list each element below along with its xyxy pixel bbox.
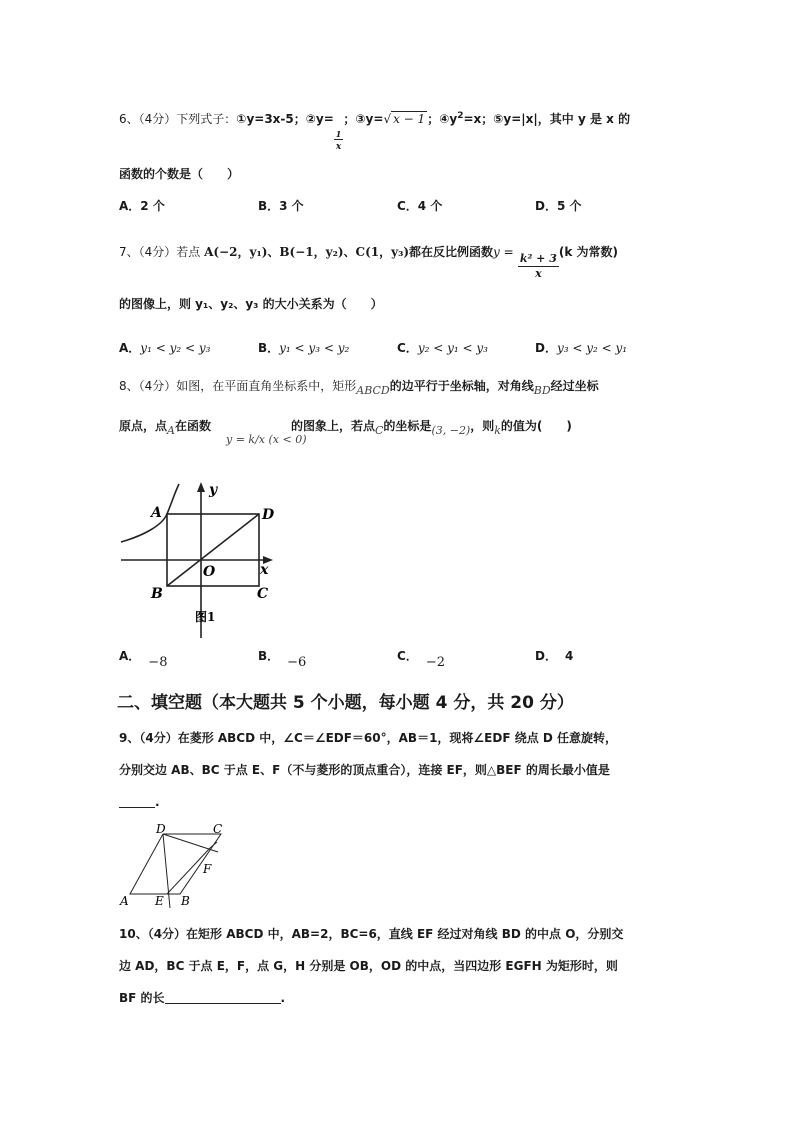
q8-label-d: D xyxy=(262,507,275,523)
q9-line1: 9、（4分）在菱形 ABCD 中，∠C＝∠EDF＝60°，AB＝1，现将∠EDF 绕点 D 任意旋转， xyxy=(119,731,618,745)
q9-label-a: A xyxy=(120,894,129,908)
q9-line3: . xyxy=(119,794,160,810)
q8-line1: 8、（4分）如图，在平面直角坐标系中，矩形ABCD的边平行于坐标轴，对角线BD经过坐标 xyxy=(119,379,599,397)
q8-label-c: C xyxy=(257,586,269,602)
section-title: 二、填空题（本大题共 5 个小题，每小题 4 分，共 20 分） xyxy=(117,693,574,713)
q8-label-o: O xyxy=(203,564,216,580)
q8-label-b: B xyxy=(151,586,163,602)
q6-option-a: A．2 个 xyxy=(119,199,165,213)
q10-line3: BF 的长 . xyxy=(119,991,286,1005)
q8-line2: 原点，点A在函数 的图象上，若点C的坐标是(3, −2)，则k的值为( ) xyxy=(119,419,572,437)
q8-figure xyxy=(117,478,287,643)
q9-label-b: B xyxy=(181,894,190,908)
q8-label-x: x xyxy=(260,562,269,578)
q9-figure xyxy=(118,822,233,912)
q6-option-b: B．3 个 xyxy=(258,199,304,213)
q8-function: y = k/x (x < 0) xyxy=(226,433,307,446)
q6-prefix: 6、（4分）下列式子： xyxy=(119,112,237,126)
q6-option-d: D．5 个 xyxy=(535,199,582,213)
q7-line2: 的图像上，则 y₁、y₂、y₃ 的大小关系为（ ） xyxy=(119,297,383,311)
q6-expr3: ③y=√ x − 1 ； xyxy=(355,112,440,126)
q6-expr5: ⑤y=|x|，其中 y 是 x 的 xyxy=(493,112,631,126)
q8-caption: 图1 xyxy=(195,610,216,624)
q6-line2: 函数的个数是（ ） xyxy=(119,167,240,181)
q9-line2: 分别交边 AB、BC 于点 E、F（不与菱形的顶点重合），连接 EF，则△BEF 的周长最小值是 xyxy=(119,763,610,777)
q7-option-b: B．y₁ < y₃ < y₂ xyxy=(258,341,350,355)
q6-line1 xyxy=(119,108,630,154)
q8-y-arrow xyxy=(197,482,205,492)
q8-option-a: A． −8 xyxy=(119,649,168,670)
q10-answer-blank xyxy=(165,991,281,1004)
q7-option-a: A．y₁ < y₂ < y₃ xyxy=(119,341,211,355)
q7-option-d: D．y₃ < y₂ < y₁ xyxy=(535,341,628,355)
q10-line1: 10、（4分）在矩形 ABCD 中，AB=2，BC=6，直线 EF 经过对角线 BD 的中点 O，分别交 xyxy=(119,927,624,941)
q6-expr4: $④y^2=x$； xyxy=(439,111,494,126)
q7-function-fraction: $\frac{\text{k² + 3}}{x}$ xyxy=(519,252,557,280)
q7-option-c: C．y₂ < y₁ < y₃ xyxy=(397,341,488,355)
q9-answer-blank xyxy=(119,795,155,808)
q9-line-df xyxy=(163,834,218,852)
q8-hyperbola xyxy=(121,484,179,542)
q10-line2: 边 AD，BC 于点 E，F，点 G，H 分别是 OB，OD 的中点，当四边形 EGFH 为矩形时，则 xyxy=(119,959,618,973)
q8-option-b: B． −6 xyxy=(258,649,307,670)
q6-expr1: ①y=3x-5； xyxy=(236,112,306,126)
q9-label-e: E xyxy=(155,894,164,908)
q8-option-d: D． 4 xyxy=(535,649,574,663)
q9-label-d: D xyxy=(156,822,166,836)
q9-line-ef-ext xyxy=(210,842,217,848)
q7-line1: 7、（4分）若点 A(−2，y₁)、B(−1，y₂)、C(1，y₃)都在反比例函数y = $\frac{\text{k² + 3}}{x}$ (k 为常数) xyxy=(119,245,618,280)
q8-label-a: A xyxy=(151,505,162,521)
q6-expr2: ②y= $\frac{1}{x}$ ； xyxy=(305,112,356,152)
q9-line-de xyxy=(163,834,170,908)
q8-option-c: C． −2 xyxy=(397,649,445,670)
q7-points: A(−2，y₁)、B(−1，y₂)、C(1，y₃) xyxy=(204,245,410,259)
q8-label-y: y xyxy=(209,482,218,498)
q9-label-f: F xyxy=(203,862,212,876)
q9-label-c: C xyxy=(213,822,223,836)
q6-option-c: C．4 个 xyxy=(397,199,443,213)
